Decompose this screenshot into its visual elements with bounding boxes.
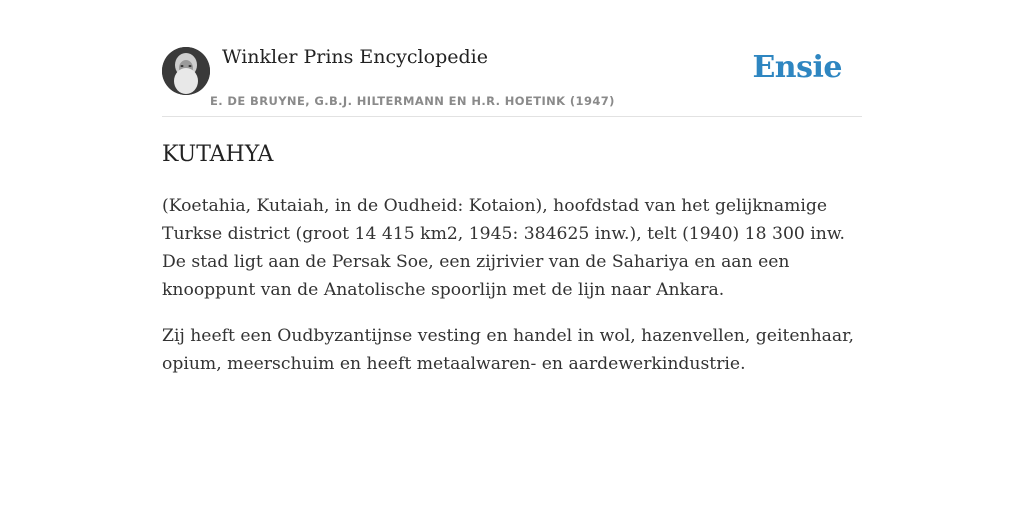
article-body [162, 192, 864, 396]
source-header [162, 46, 862, 117]
source-title[interactable]: Winkler Prins Encyclopedie [222, 46, 488, 68]
authors: E. DE BRUYNE, G.B.J. HILTERMANN EN H.R. HOETINK (1947) [210, 94, 615, 108]
portrait-icon[interactable] [162, 47, 210, 95]
brand-logo[interactable]: Ensie [752, 50, 842, 85]
article-paragraph: (Koetahia, Kutaiah, in de Oudheid: Kotaion), hoofdstad van het gelijknamige Turkse district (groot 14 415 km2, 1945: 384625 inw.), telt (1940) 18 300 inw. De stad ligt aan de Persak Soe, een zijrivier van de Sahariya en aan een knooppunt van de Anatolische spoorlijn met de lijn naar Ankara. [162, 196, 845, 300]
lemma-title: KUTAHYA [162, 142, 274, 167]
article-paragraph: Zij heeft een Oudbyzantijnse vesting en handel in wol, hazenvellen, geitenhaar, opium, meerschuim en heeft metaalwaren- en aardewerkindustrie. [162, 326, 854, 374]
